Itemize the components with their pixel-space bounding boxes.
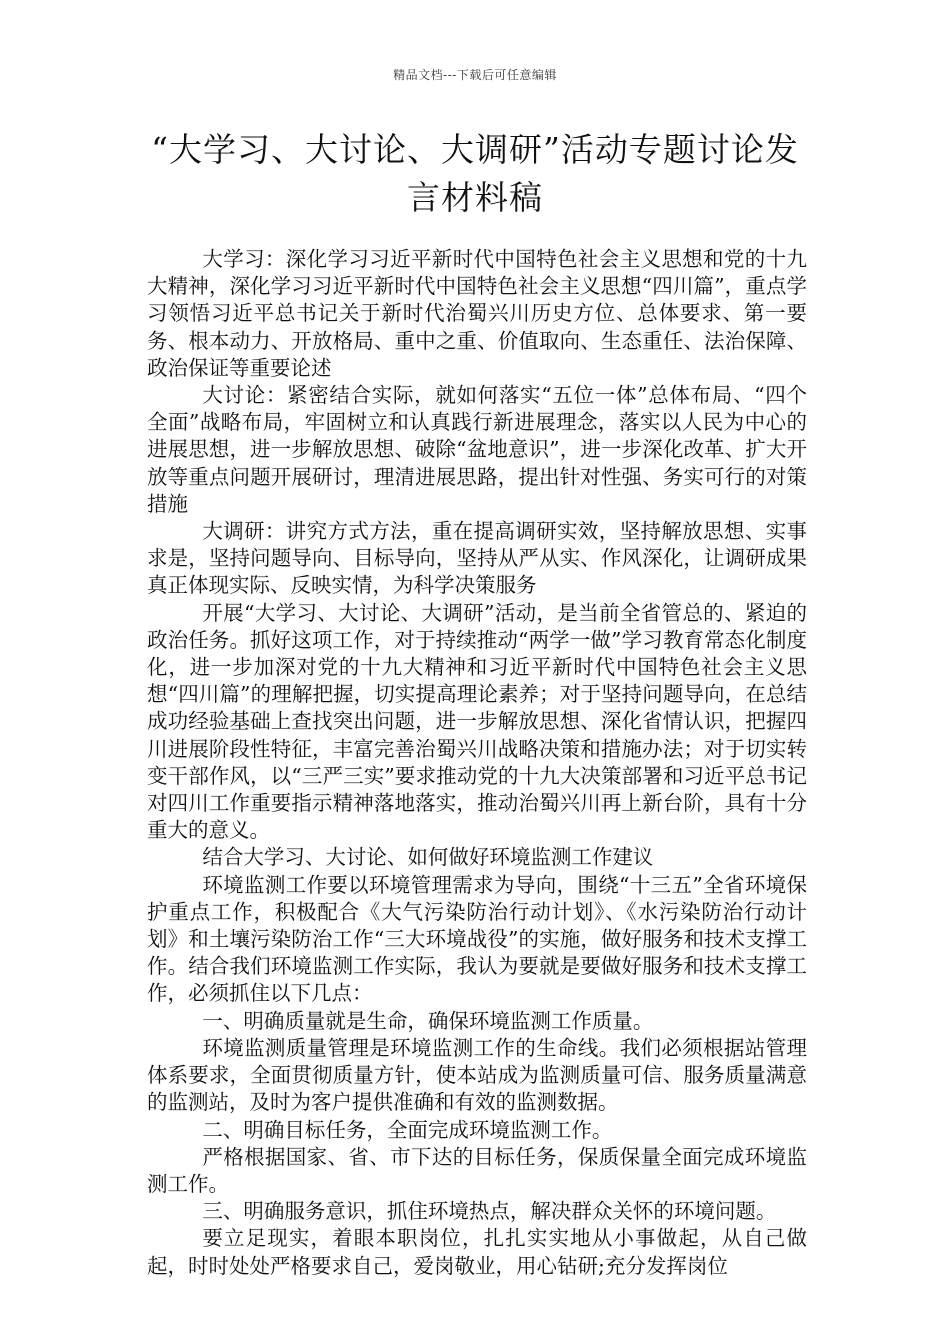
paragraph-study: 大学习：深化学习习近平新时代中国特色社会主义思想和党的十九大精神，深化学习习近平新时代中国特色社会主义思想“四川篇”，重点学习领悟习近平总书记关于新时代治蜀兴川历史方位、总体要求、第一要务、根本动力、开放格局、重中之重、价值取向、生态重任、法治保障、政治保证等重要论述: [147, 247, 807, 380]
paragraph-research: 大调研：讲究方式方法，重在提高调研实效，坚持解放思想、实事求是，坚持问题导向、目标导向，坚持从严从实、作风深化，让调研成果真正体现实际、反映实情，为科学决策服务: [147, 519, 807, 598]
header-note: 精品文档---下载后可任意编辑: [393, 68, 557, 82]
paragraph-point-one: 一、明确质量就是生命，确保环境监测工作质量。: [202, 1008, 654, 1033]
paragraph-activity-significance: 开展“大学习、大讨论、大调研”活动，是当前全省管总的、紧迫的政治任务。抓好这项工作，对于持续推动“两学一做”学习教育常态化制度化，进一步加深对党的十九大精神和习近平新时代中国特色社会主义思想“四川篇”的理解把握，切实提高理论素养；对于坚持问题导向，在总结成功经验基础上查找突出问题，进一步解放思想、深化省情认识，把握四川进展阶段性特征，丰富完善治蜀兴川战略决策和措施办法；对于切实转变干部作风，以“三严三实”要求推动党的十九大决策部署和习近平总书记对四川工作重要指示精神落地落实，推动治蜀兴川再上新台阶，具有十分重大的意义。: [147, 600, 807, 843]
paragraph-quality: 环境监测质量管理是环境监测工作的生命线。我们必须根据站管理体系要求，全面贯彻质量方针，使本站成为监测质量可信、服务质量满意的监测站，及时为客户提供准确和有效的监测数据。: [147, 1035, 807, 1115]
document-title: “大学习、大讨论、大调研”活动专题讨论发言材料稿: [151, 130, 799, 217]
paragraph-discussion: 大讨论：紧密结合实际，就如何落实“五位一体”总体布局、“四个全面”战略布局，牢固树立和认真践行新进展理念，落实以人民为中心的进展思想，进一步解放思想、破除“盆地意识”，进一步深化改革、扩大开放等重点问题开展研讨，理清进展思路，提出针对性强、务实可行的对策措施: [147, 383, 807, 516]
paragraph-point-three: 三、明确服务意识，抓住环境热点，解决群众关怀的环境问题。: [202, 1199, 777, 1224]
paragraph-targets: 严格根据国家、省、市下达的目标任务，保质保量全面完成环境监测工作。: [147, 1144, 807, 1196]
paragraph-section-heading: 结合大学习、大讨论、如何做好环境监测工作建议: [202, 845, 654, 870]
document-body: [147, 246, 807, 1280]
paragraph-point-two: 二、明确目标任务，全面完成环境监测工作。: [202, 1117, 613, 1142]
paragraph-service: 要立足现实，着眼本职岗位，扎扎实实地从小事做起，从自己做起，时时处处严格要求自己，爱岗敬业，用心钻研;充分发挥岗位: [147, 1226, 807, 1278]
paragraph-monitoring-intro: 环境监测工作要以环境管理需求为导向，围绕“十三五”全省环境保护重点工作，积极配合《大气污染防治行动计划》、《水污染防治行动计划》和土壤污染防治工作“三大环境战役”的实施，做好服务和技术支撑工作。结合我们环境监测工作实际，我认为要就是要做好服务和技术支撑工作，必须抓住以下几点：: [147, 872, 807, 1006]
